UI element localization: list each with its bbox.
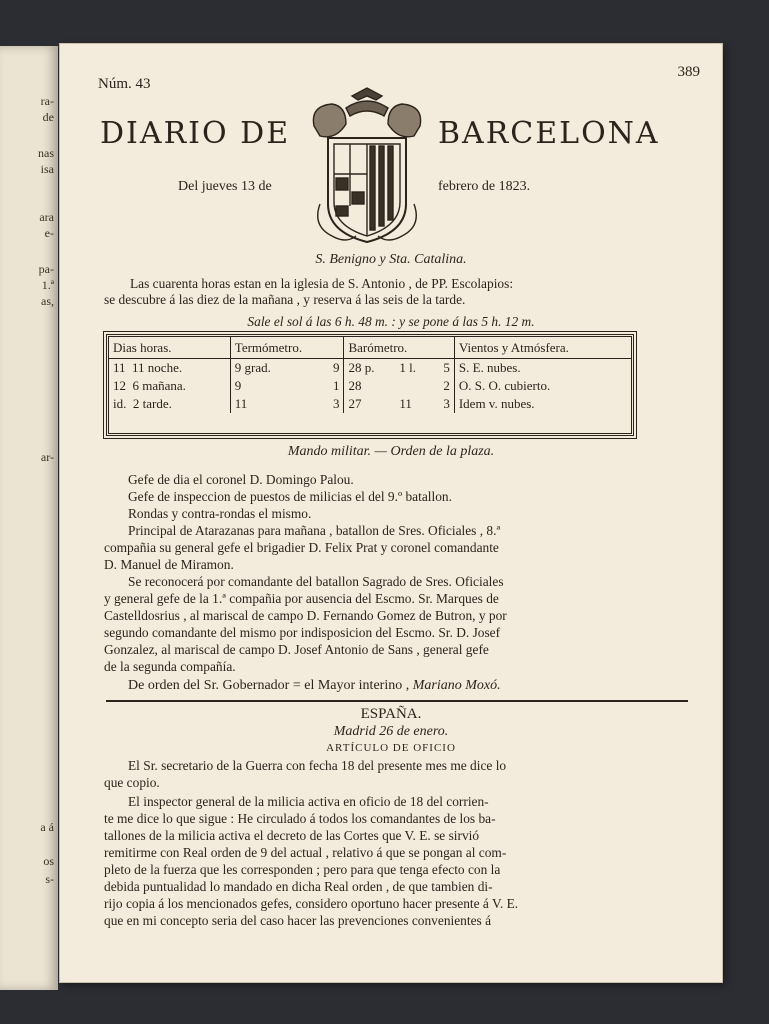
military-line: Gefe de inspeccion de puestos de milicias el del 9.º batallon. [128, 489, 452, 504]
article-line: El Sr. secretario de la Guerra con fecha 18 del presente mes me dice lo [128, 758, 507, 773]
military-line: segundo comandante del mismo por indisposicion del Escmo. Sr. D. Josef [104, 625, 501, 640]
article-line: tallones de la milicia activa el decreto de las Cortes que V. E. se sirvió [104, 828, 480, 843]
section-divider [106, 700, 688, 702]
signatory-name: Mariano Moxó. [412, 678, 501, 693]
forty-hours-line: Las cuarenta horas estan en la iglesia de S. Antonio , de PP. Escolapios: [130, 276, 514, 291]
article-line: que copio. [104, 775, 160, 790]
left-fragment: ar- [40, 450, 54, 464]
sunrise-sunset: Sale el sol á las 6 h. 48 m. : y se pone á las 5 h. 12 m. [247, 314, 535, 329]
weather-table [106, 334, 634, 436]
left-page-edge [0, 46, 58, 990]
military-line: Gonzalez, al mariscal de campo D. Josef Antonio de Sans , general gefe [104, 642, 489, 657]
forty-hours-line: se descubre á las diez de la mañana , y reserva á las seis de la tarde. [104, 292, 466, 307]
article-line: debida puntualidad lo mandado en dicha Real orden , de que tambien di- [104, 879, 493, 894]
left-fragment: pa- [38, 262, 54, 276]
weather-header-wind: Vientos y Atmósfera. [454, 337, 631, 359]
left-fragment: e- [44, 226, 54, 240]
left-fragment: 1.ª [41, 278, 54, 292]
military-line: compañia su general gefe el brigadier D. Felix Prat y coronel comandante [104, 540, 499, 555]
left-fragment: a á [40, 820, 54, 834]
issue-number: Núm. 43 [98, 76, 151, 92]
left-fragment: as, [41, 294, 54, 308]
military-line: Principal de Atarazanas para mañana , batallon de Sres. Oficiales , 8.ª [128, 523, 501, 538]
saints-of-day: S. Benigno y Sta. Catalina. [315, 252, 467, 267]
left-fragment: os [43, 854, 54, 868]
spain-dateline: Madrid 26 de enero. [333, 724, 449, 739]
military-line: Se reconocerá por comandante del batallon Sagrado de Sres. Oficiales [128, 574, 504, 589]
article-line: rijo copia á los mencionados gefes, considero oportuno hacer presente á V. E. [104, 896, 519, 911]
order-signature: De orden del Sr. Gobernador = el Mayor interino , Mariano Moxó. [128, 678, 501, 693]
weather-header-days: Dias horas. [109, 337, 230, 359]
military-line: de la segunda compañía. [104, 659, 236, 674]
article-line: remitirme con Real orden de 9 del actual , relativo á que se pongan al com- [104, 845, 507, 860]
weather-row: id. 2 tarde. 11 3 27 11 3 Idem v. nubes. [113, 396, 535, 411]
masthead-title-right: BARCELONA [438, 116, 660, 151]
weather-header-thermometer: Termómetro. [230, 337, 344, 359]
military-heading: Mando militar. — Orden de la plaza. [287, 444, 495, 459]
article-line: El inspector general de la milicia activa en oficio de 18 del corrien- [128, 794, 489, 809]
left-fragment: s- [45, 872, 54, 886]
weather-row: 11 11 noche. 9 grad. 9 28 p. 1 l. 5 S. E. nubes. [113, 360, 521, 375]
dateline-right: febrero de 1823. [438, 179, 531, 194]
masthead-title-left: DIARIO DE [100, 116, 291, 151]
military-line: Castelldosrius , al mariscal de campo D. Fernando Gomez de Butron, y por [104, 608, 507, 623]
weather-row: 12 6 mañana. 9 1 28 2 O. S. O. cubierto. [113, 378, 551, 393]
article-line: pleto de la fuerza que les corresponden ; pero para que tenga efecto con la [104, 862, 501, 877]
military-line: D. Manuel de Miramon. [104, 557, 234, 572]
article-line: te me dice lo que sigue : He circulado á todos los comandantes de los ba- [104, 811, 496, 826]
newspaper-page [60, 44, 722, 982]
military-line: Rondas y contra-rondas el mismo. [128, 506, 312, 521]
page-number: 389 [677, 64, 700, 80]
barcelona-coat-of-arms-icon [306, 86, 428, 246]
section-heading-spain: ESPAÑA. [360, 706, 422, 722]
left-fragment: isa [40, 162, 54, 176]
left-fragment: de [42, 110, 54, 124]
military-line: Gefe de dia el coronel D. Domingo Palou. [128, 472, 354, 487]
weather-header-barometer: Barómetro. [344, 337, 454, 359]
article-type: ARTÍCULO DE OFICIO [326, 742, 456, 754]
article-line: que en mi concepto seria del caso hacer las prevenciones convenientes á [104, 913, 492, 928]
military-line: y general gefe de la 1.ª compañia por ausencia del Escmo. Sr. Marques de [104, 591, 499, 606]
left-fragment: ara [39, 210, 54, 224]
left-fragment: ra- [40, 94, 54, 108]
dateline-left: Del jueves 13 de [178, 179, 272, 194]
left-fragment: nas [38, 146, 54, 160]
